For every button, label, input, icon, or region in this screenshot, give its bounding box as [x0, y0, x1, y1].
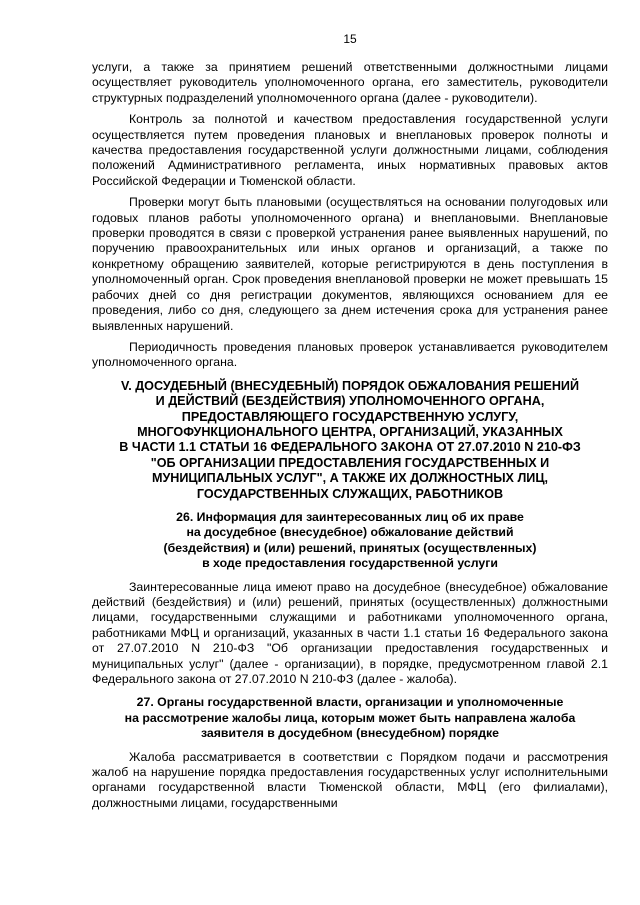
section-5-heading-line: V. ДОСУДЕБНЫЙ (ВНЕСУДЕБНЫЙ) ПОРЯДОК ОБЖАЛОВАНИЯ РЕШЕНИЙ	[120, 378, 580, 393]
paragraph-continued: услуги, а также за принятием решений ответственными должностными лицами осуществляет руководитель уполномоченного органа, его заместитель, руководители структурных подразделений уполномоченного органа (далее - руководители).	[92, 60, 608, 105]
section-5-heading-line: ГОСУДАРСТВЕННЫХ СЛУЖАЩИХ, РАБОТНИКОВ	[196, 486, 504, 501]
section-5-heading-line: В ЧАСТИ 1.1 СТАТЬИ 16 ФЕДЕРАЛЬНОГО ЗАКОНА ОТ 27.07.2010 N 210-ФЗ	[119, 440, 581, 455]
section-5-heading	[92, 379, 608, 502]
section-27-text: Жалоба рассматривается в соответствии с Порядком подачи и рассмотрения жалоб на нарушение порядка предоставления государственных услуг исполнительными органами государственной власти Тюменской области, МФЦ (его филиалами), должностными лицами, государственными	[92, 749, 608, 810]
paragraph-control: Контроль за полнотой и качеством предоставления государственной услуги осуществляется путем проведения плановых и внеплановых проверок полноты и качества предоставления государственной услуги должностными лицами, соблюдения положений Административного регламента, иных нормативных правовых актов Российской Федерации и Тюменской области.	[92, 112, 608, 188]
page-number: 15	[343, 32, 357, 46]
section-26-text: Заинтересованные лица имеют право на досудебное (внесудебное) обжалование действий (бездействия) и (или) решений, принятых (осуществленных) должностными лицами, государственными служащими и работниками уполномоченного органа, работниками МФЦ и организаций, указанных в части 1.1 статьи 16 Федерального закона от 27.07.2010 N 210-ФЗ "Об организации предоставления государственных и муниципальных услуг" (далее - организации), в порядке, предусмотренном главой 2.1 Федерального закона от 27.07.2010 N 210-ФЗ (далее - жалоба).	[92, 579, 608, 687]
section-5-heading-line: И ДЕЙСТВИЙ (БЕЗДЕЙСТВИЯ) УПОЛНОМОЧЕННОГО ОРГАНА,	[155, 394, 545, 409]
section-27-heading	[92, 695, 608, 741]
paragraph-periodicity: Периодичность проведения плановых проверок устанавливается руководителем уполномоченного органа.	[92, 339, 608, 370]
section-26-heading-line: на досудебное (внесудебное) обжалование действий	[186, 525, 514, 540]
section-26-heading-line: в ходе предоставления государственной услуги	[202, 556, 498, 571]
section-5-heading-line: "ОБ ОРГАНИЗАЦИИ ПРЕДОСТАВЛЕНИЯ ГОСУДАРСТВЕННЫХ И	[150, 455, 550, 470]
section-27-heading-line: заявителя в досудебном (внесудебном) порядке	[200, 726, 500, 741]
section-26-heading	[92, 510, 608, 572]
section-27-heading-line: на рассмотрение жалобы лица, которым может быть направлена жалоба	[124, 710, 576, 725]
section-26-heading-line: (бездействия) и (или) решений, принятых (осуществленных)	[163, 540, 537, 555]
section-5-heading-line: МНОГОФУНКЦИОНАЛЬНОГО ЦЕНТРА, ОРГАНИЗАЦИЙ, УКАЗАННЫХ	[137, 424, 563, 439]
section-5-heading-line: МУНИЦИПАЛЬНЫХ УСЛУГ", А ТАКЖЕ ИХ ДОЛЖНОСТНЫХ ЛИЦ,	[151, 471, 549, 486]
paragraph-inspections: Проверки могут быть плановыми (осуществляться на основании полугодовых или годовых планов работы уполномоченного органа) и внеплановыми. Внеплановые проверки проводятся в связи с проверкой устранения ранее выявленных нарушений, по поручению правоохранительных или иных органов и организаций, а также по конкретному обращению заявителей, которые регистрируются в день поступления в уполномоченный орган. Срок проведения внеплановой проверки не может превышать 15 рабочих дней со дня регистрации документов, являющихся основанием для ее проведения, либо со дня, следующего за днем истечения срока для устранения ранее выявленных нарушений.	[92, 195, 608, 333]
section-5-heading-line: ПРЕДОСТАВЛЯЮЩЕГО ГОСУДАРСТВЕННУЮ УСЛУГУ,	[181, 409, 519, 424]
section-26-heading-line: 26. Информация для заинтересованных лиц об их праве	[176, 509, 524, 524]
section-27-heading-line: 27. Органы государственной власти, организации и уполномоченные	[136, 695, 564, 710]
